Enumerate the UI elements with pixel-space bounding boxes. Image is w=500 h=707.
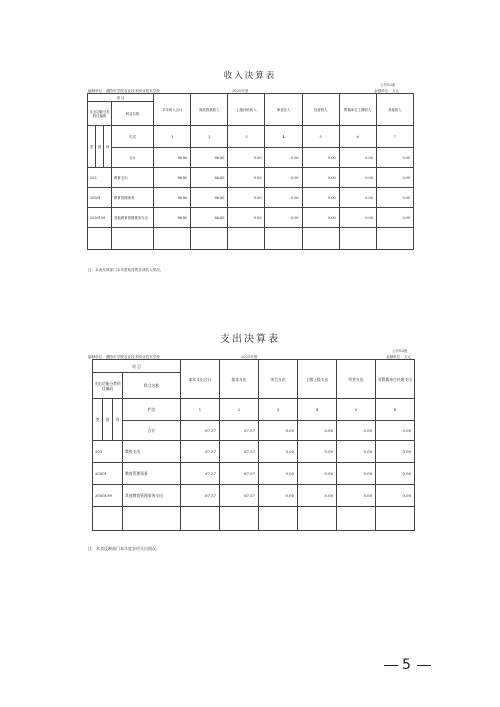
income-row-name: 教育支出 bbox=[112, 168, 154, 188]
income-row-cell: 86.80 bbox=[191, 188, 228, 208]
income-total-cell: 86.80 bbox=[154, 148, 191, 168]
expense-col-header: 本年支出合计 bbox=[181, 360, 220, 399]
expense-row-cell: 0.00 bbox=[337, 485, 376, 507]
income-row-cell: 0.00 bbox=[376, 168, 413, 188]
income-row-code: 205 bbox=[88, 168, 112, 188]
expense-row-cell: 0.00 bbox=[298, 463, 337, 485]
income-row-cell: 86.80 bbox=[191, 208, 228, 228]
expense-note: 注：本表反映部门本年度各项支出情况。 bbox=[88, 546, 160, 551]
table-row bbox=[88, 188, 414, 208]
income-header-code: 支出功能分类科目编码 bbox=[88, 102, 112, 126]
expense-lanci-cell: 3 bbox=[259, 399, 298, 421]
expense-row-name: 教育管理事务 bbox=[123, 463, 181, 485]
expense-total-cell: 0.00 bbox=[298, 421, 337, 441]
expense-row-cell: 67.57 bbox=[181, 485, 220, 507]
income-lanci-cell: 6 bbox=[339, 126, 376, 148]
expense-header-project: 项 目 bbox=[93, 360, 181, 373]
income-year: 2021年度 bbox=[232, 89, 249, 93]
expense-lanci-cell: 2 bbox=[220, 399, 259, 421]
income-col-header: 本年收入合计 bbox=[154, 94, 191, 126]
table-row bbox=[93, 507, 415, 531]
income-row-cell: 0.00 bbox=[265, 208, 302, 228]
expense-total-cell: 67.57 bbox=[181, 421, 220, 441]
empty-cell bbox=[88, 228, 112, 250]
income-row-cell: 0.00 bbox=[376, 208, 413, 228]
table-row bbox=[88, 168, 414, 188]
income-col-header: 事业收入 bbox=[265, 94, 302, 126]
income-row-cell: 0.00 bbox=[228, 188, 265, 208]
income-col-header: 经营收入 bbox=[302, 94, 339, 126]
income-row-cell: 0.00 bbox=[302, 168, 339, 188]
expense-table bbox=[92, 359, 415, 531]
expense-row-cell: 67.57 bbox=[181, 441, 220, 463]
expense-col-header: 经营支出 bbox=[337, 360, 376, 399]
expense-total-cell: 0.00 bbox=[259, 421, 298, 441]
expense-lanci-label: 栏次 bbox=[123, 399, 181, 421]
expense-col-header: 基本支出 bbox=[220, 360, 259, 399]
expense-col-header: 上缴上级支出 bbox=[298, 360, 337, 399]
expense-year: 2021年度 bbox=[241, 355, 258, 359]
expense-lanci-cell: 6 bbox=[376, 399, 415, 421]
empty-cell bbox=[93, 507, 123, 531]
expense-row-name: 教育支出 bbox=[123, 441, 181, 463]
expense-row-cell: 0.00 bbox=[259, 463, 298, 485]
expense-row-cell: 0.00 bbox=[259, 441, 298, 463]
income-header-lei: 类 bbox=[88, 126, 96, 168]
empty-cell bbox=[181, 507, 220, 531]
income-lanci-cell: 3 bbox=[228, 126, 265, 148]
empty-cell bbox=[265, 228, 302, 250]
income-money-unit: 金额单位：万元 bbox=[374, 89, 400, 93]
income-row-name: 教育管理事务 bbox=[112, 188, 154, 208]
income-col-header: 其他收入 bbox=[376, 94, 413, 126]
income-unit: 编制单位：濮阳市学院农业技术职业技术学校 bbox=[88, 89, 160, 93]
empty-cell bbox=[191, 228, 228, 250]
income-total-cell: 0.00 bbox=[302, 148, 339, 168]
income-row-cell: 0.00 bbox=[376, 188, 413, 208]
income-row-cell: 0.00 bbox=[302, 208, 339, 228]
expense-form-code: 公开03表 bbox=[392, 349, 408, 353]
empty-cell bbox=[302, 228, 339, 250]
income-form-code: 公开02表 bbox=[380, 83, 396, 87]
page-number-value: 5 bbox=[402, 657, 413, 673]
expense-title: 支出决算表 bbox=[220, 334, 280, 345]
empty-cell bbox=[259, 507, 298, 531]
empty-cell bbox=[298, 507, 337, 531]
income-row-name: 其他教育管理事务支出 bbox=[112, 208, 154, 228]
income-total-cell: 0.00 bbox=[376, 148, 413, 168]
expense-header-kuan: 款 bbox=[103, 399, 113, 441]
table-row bbox=[88, 208, 414, 228]
income-row-cell: 0.00 bbox=[339, 208, 376, 228]
income-lanci-cell: 2 bbox=[191, 126, 228, 148]
income-row-cell: 86.80 bbox=[154, 208, 191, 228]
table-row bbox=[93, 485, 415, 507]
expense-row-cell: 0.00 bbox=[259, 485, 298, 507]
empty-cell bbox=[154, 228, 191, 250]
empty-cell bbox=[123, 507, 181, 531]
empty-cell bbox=[220, 507, 259, 531]
expense-header-name: 科目名称 bbox=[123, 373, 181, 399]
income-header-name: 科目名称 bbox=[112, 102, 154, 126]
income-col-header: 附属单位上缴收入 bbox=[339, 94, 376, 126]
income-lanci-label: 栏次 bbox=[112, 126, 154, 148]
expense-total-label: 合计 bbox=[123, 421, 181, 441]
expense-total-cell: 0.00 bbox=[376, 421, 415, 441]
expense-header-xiang: 项 bbox=[113, 399, 123, 441]
expense-lanci-cell: 1 bbox=[181, 399, 220, 421]
income-col-header: 财政拨款收入 bbox=[191, 94, 228, 126]
income-row-cell: 0.00 bbox=[339, 168, 376, 188]
income-row-cell: 0.00 bbox=[302, 188, 339, 208]
empty-cell bbox=[228, 228, 265, 250]
income-row-cell: 0.00 bbox=[265, 188, 302, 208]
expense-row-cell: 0.00 bbox=[298, 485, 337, 507]
expense-row-cell: 0.00 bbox=[376, 441, 415, 463]
empty-cell bbox=[339, 228, 376, 250]
expense-row-name: 其他教育管理事务支出 bbox=[123, 485, 181, 507]
expense-lanci-cell: 4 bbox=[298, 399, 337, 421]
expense-row-code: 20501 bbox=[93, 463, 123, 485]
income-total-cell: 86.80 bbox=[191, 148, 228, 168]
page-number bbox=[380, 657, 435, 673]
expense-header-code: 支出功能分类科目编码 bbox=[93, 373, 123, 399]
table-row bbox=[93, 441, 415, 463]
income-row-cell: 0.00 bbox=[265, 168, 302, 188]
empty-cell bbox=[112, 228, 154, 250]
expense-row-cell: 0.00 bbox=[298, 441, 337, 463]
expense-row-code: 205 bbox=[93, 441, 123, 463]
income-total-label: 合计 bbox=[112, 148, 154, 168]
expense-unit: 编制单位：濮阳市学院农业技术职业技术学校 bbox=[88, 355, 160, 359]
expense-row-cell: 67.57 bbox=[220, 441, 259, 463]
empty-cell bbox=[337, 507, 376, 531]
expense-col-header: 项目支出 bbox=[259, 360, 298, 399]
empty-cell bbox=[376, 507, 415, 531]
income-total-cell: 0.00 bbox=[339, 148, 376, 168]
expense-row-cell: 0.00 bbox=[376, 463, 415, 485]
income-row-cell: 0.00 bbox=[228, 208, 265, 228]
expense-col-header: 对附属单位补助支出 bbox=[376, 360, 415, 399]
expense-lanci-cell: 5 bbox=[337, 399, 376, 421]
income-row-code: 2050199 bbox=[88, 208, 112, 228]
income-lanci-cell: 7 bbox=[376, 126, 413, 148]
expense-row-code: 2050199 bbox=[93, 485, 123, 507]
expense-total-cell: 0.00 bbox=[337, 421, 376, 441]
dash-left bbox=[384, 665, 398, 666]
income-lanci-cell: 1 bbox=[154, 126, 191, 148]
table-row bbox=[88, 228, 414, 250]
income-table bbox=[87, 93, 414, 250]
income-row-cell: 86.80 bbox=[191, 168, 228, 188]
expense-money-unit: 金额单位：万元 bbox=[386, 355, 412, 359]
income-header-project: 项 目 bbox=[88, 94, 154, 102]
expense-row-cell: 0.00 bbox=[337, 441, 376, 463]
income-row-cell: 86.80 bbox=[154, 168, 191, 188]
income-row-code: 20501 bbox=[88, 188, 112, 208]
dash-right bbox=[417, 665, 431, 666]
income-col-header: 上级补助收入 bbox=[228, 94, 265, 126]
income-title: 收入决算表 bbox=[223, 71, 277, 81]
expense-header-lei: 类 bbox=[93, 399, 103, 441]
income-header-xiang: 项 bbox=[104, 126, 112, 168]
income-header-kuan: 款 bbox=[96, 126, 104, 168]
expense-row-cell: 0.00 bbox=[376, 485, 415, 507]
empty-cell bbox=[376, 228, 413, 250]
expense-row-cell: 67.57 bbox=[181, 463, 220, 485]
income-lanci-cell: 5 bbox=[302, 126, 339, 148]
income-row-cell: 0.00 bbox=[339, 188, 376, 208]
income-lanci-cell: 4 bbox=[265, 126, 302, 148]
income-note: 注：本表反映部门本年度取得的各项收入情况。 bbox=[88, 268, 164, 272]
expense-row-cell: 0.00 bbox=[337, 463, 376, 485]
income-row-cell: 86.80 bbox=[154, 188, 191, 208]
expense-total-cell: 67.57 bbox=[220, 421, 259, 441]
income-row-cell: 0.00 bbox=[228, 168, 265, 188]
table-row bbox=[93, 463, 415, 485]
expense-row-cell: 67.57 bbox=[220, 485, 259, 507]
income-total-cell: 0.00 bbox=[228, 148, 265, 168]
income-total-cell: 0.00 bbox=[265, 148, 302, 168]
expense-row-cell: 67.57 bbox=[220, 463, 259, 485]
